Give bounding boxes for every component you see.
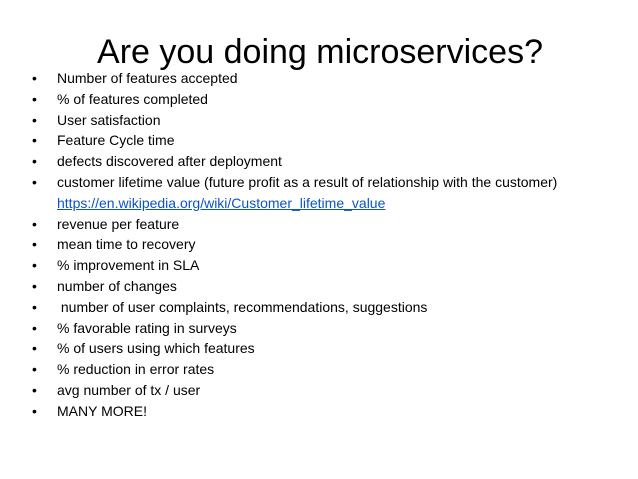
- bullet-text: % of users using which features: [57, 340, 255, 357]
- bullet-text: % reduction in error rates: [57, 361, 215, 378]
- list-item: [32, 380, 612, 401]
- bullet-icon: •: [32, 215, 37, 232]
- bullet-text: defects discovered after deployment: [57, 153, 282, 170]
- list-item: [32, 234, 612, 255]
- bullet-icon: •: [32, 277, 37, 294]
- bullet-text: number of user complaints, recommendations, suggestions: [57, 298, 428, 315]
- bullet-icon: •: [32, 319, 37, 336]
- bullet-icon: •: [32, 402, 37, 419]
- bullet-icon: •: [32, 340, 37, 357]
- bullet-list: [32, 68, 612, 422]
- bullet-icon: •: [32, 381, 37, 398]
- list-item: [32, 130, 612, 151]
- bullet-icon: •: [32, 132, 37, 149]
- list-item: [32, 297, 612, 318]
- bullet-icon: •: [32, 298, 37, 315]
- list-item: [32, 318, 612, 339]
- bullet-icon: •: [32, 236, 37, 253]
- bullet-text: MANY MORE!: [57, 402, 147, 419]
- bullet-text: % improvement in SLA: [57, 257, 200, 274]
- bullet-icon: •: [32, 70, 37, 86]
- bullet-text: number of changes: [57, 277, 177, 294]
- bullet-text: customer lifetime value (future profit as a result of relationship with the customer): [57, 173, 562, 190]
- list-item: [32, 401, 612, 422]
- bullet-text: % favorable rating in surveys: [57, 319, 237, 336]
- bullet-text: avg number of tx / user: [57, 381, 201, 398]
- list-item: [32, 151, 612, 172]
- bullet-text: % of features completed: [57, 90, 208, 107]
- bullet-text: mean time to recovery: [57, 236, 196, 253]
- bullet-text: Feature Cycle time: [57, 132, 175, 149]
- slide-title: Are you doing microservices?: [97, 33, 543, 71]
- list-item: [32, 255, 612, 276]
- list-item: [32, 110, 612, 131]
- list-item: [32, 89, 612, 110]
- list-item: [32, 172, 612, 214]
- bullet-icon: •: [32, 173, 37, 190]
- bullet-text: revenue per feature: [57, 215, 180, 232]
- bullet-text: User satisfaction: [57, 111, 161, 128]
- list-item: [32, 214, 612, 235]
- bullet-icon: •: [32, 153, 37, 170]
- list-item: [32, 68, 612, 89]
- bullet-text: Number of features accepted: [57, 70, 238, 86]
- wikipedia-link[interactable]: https://en.wikipedia.org/wiki/Customer_lifetime_value: [57, 194, 386, 211]
- list-item: [32, 276, 612, 297]
- list-item: [32, 359, 612, 380]
- bullet-icon: •: [32, 90, 37, 107]
- bullet-icon: •: [32, 257, 37, 274]
- bullet-icon: •: [32, 111, 37, 128]
- bullet-icon: •: [32, 361, 37, 378]
- list-item: [32, 338, 612, 359]
